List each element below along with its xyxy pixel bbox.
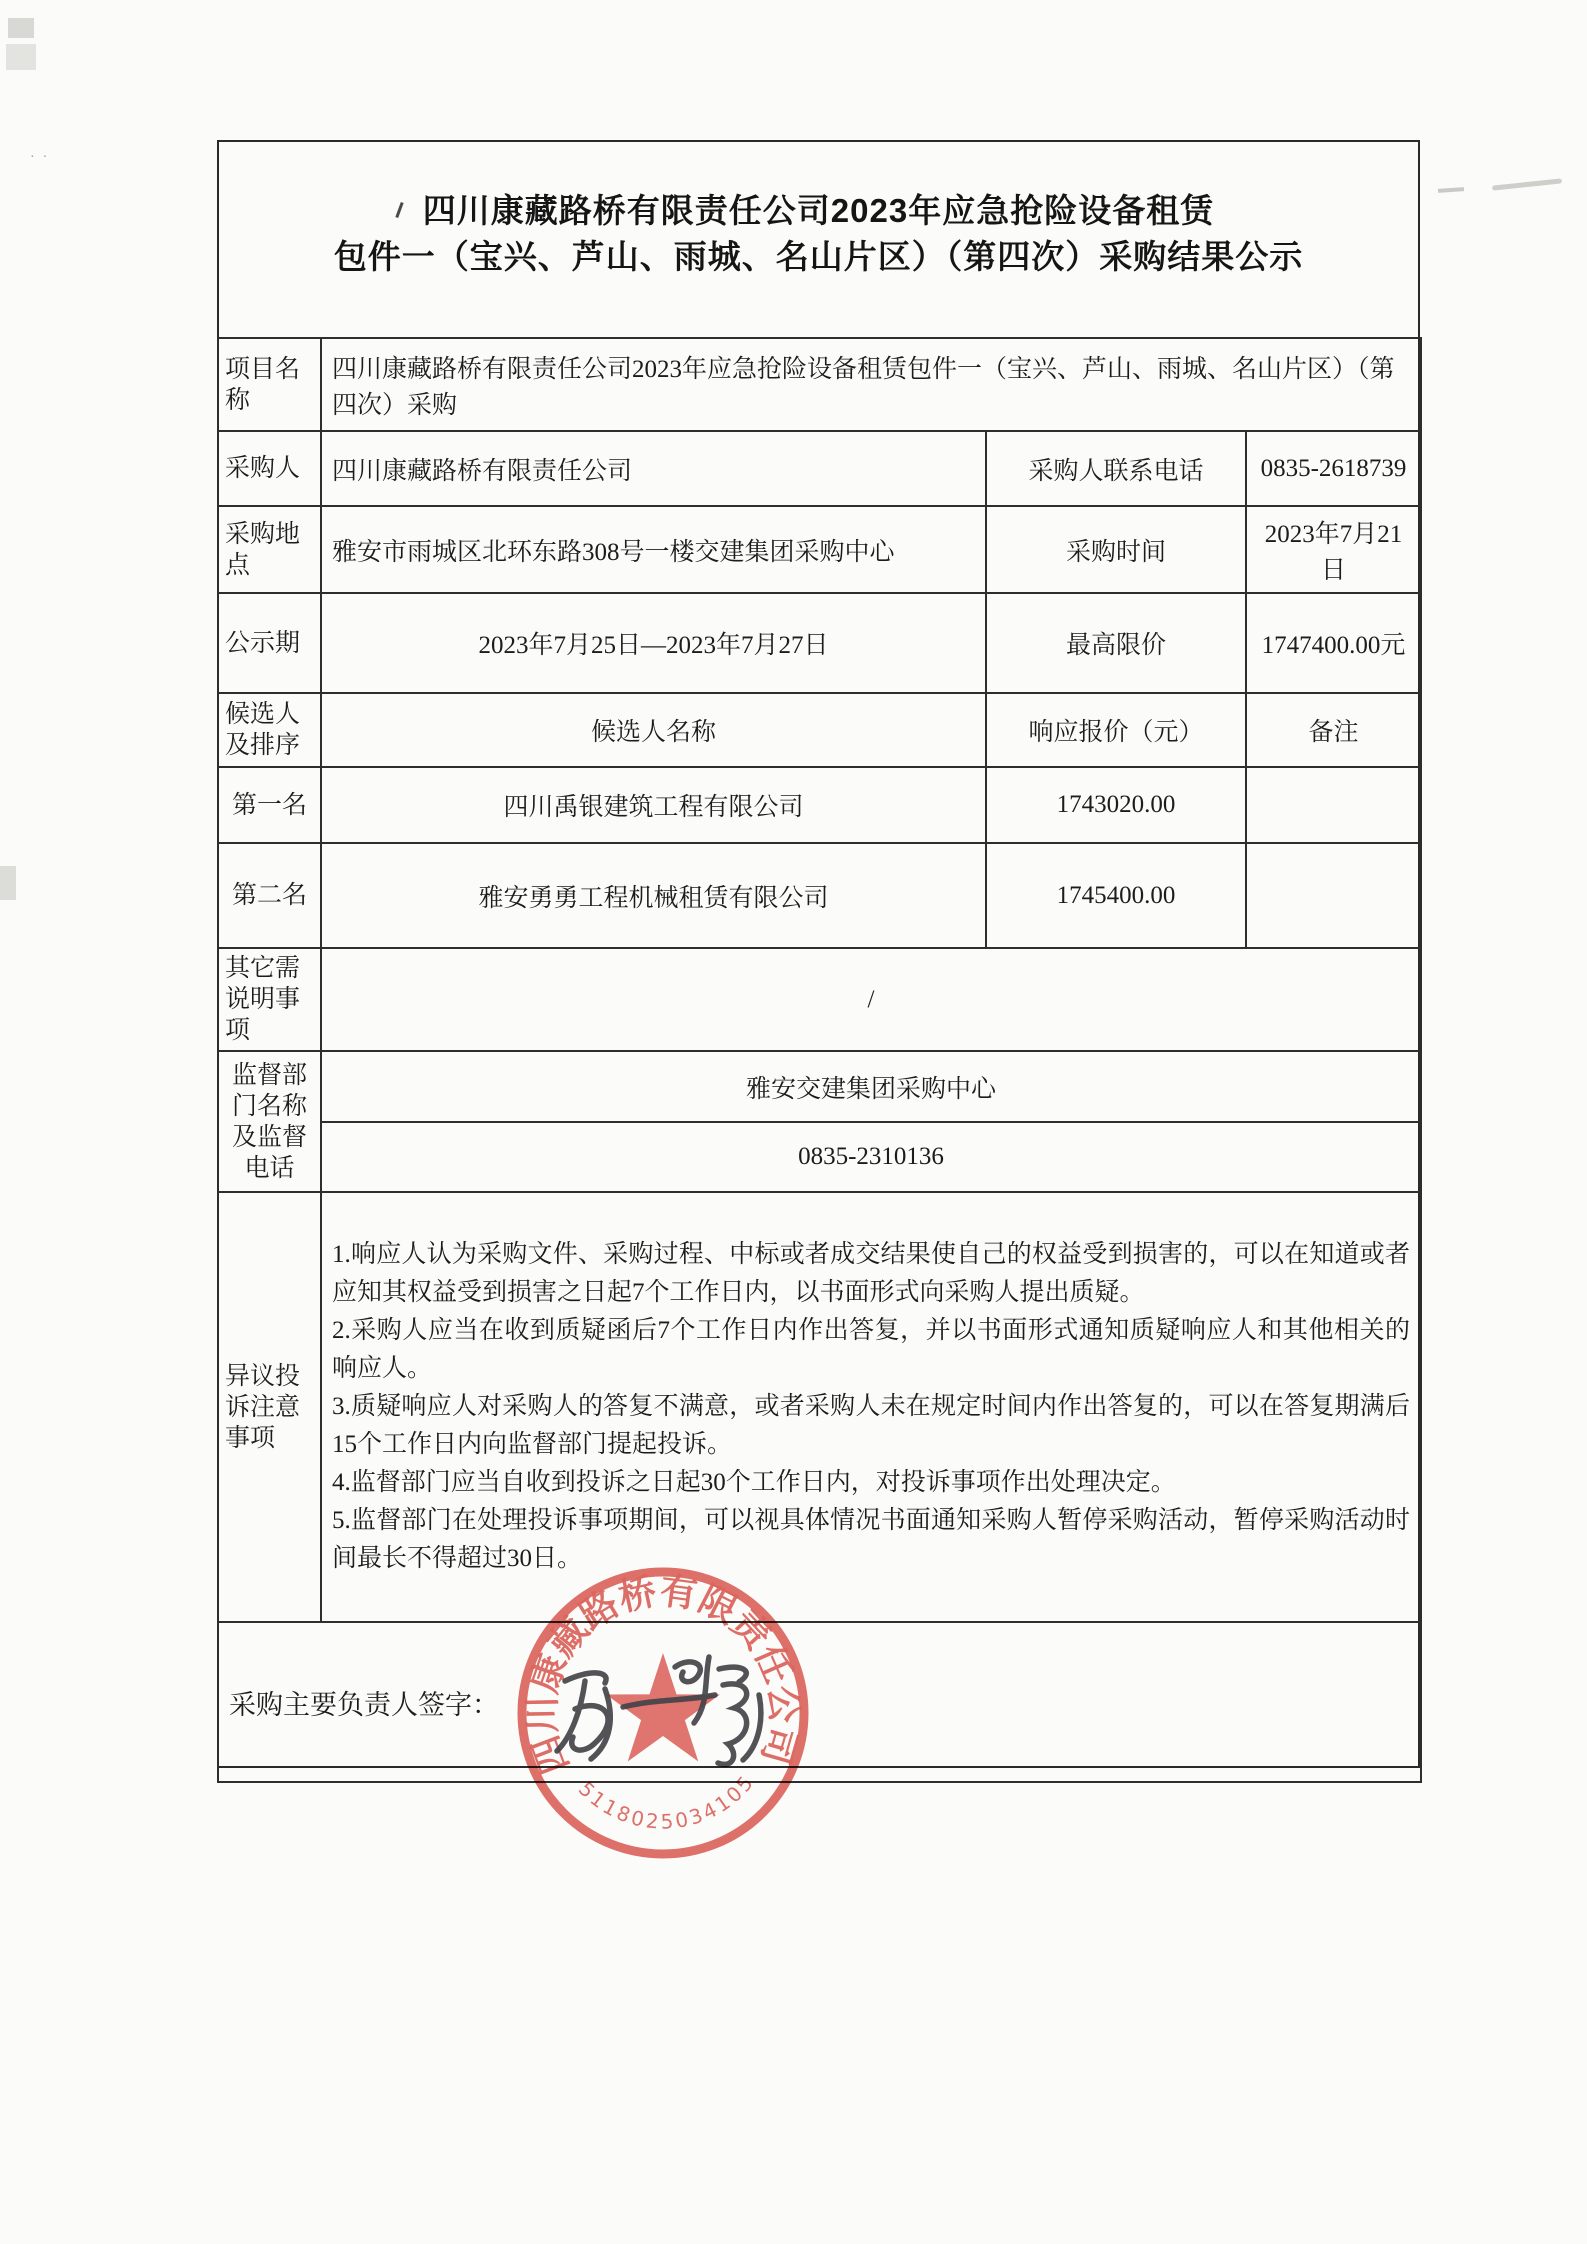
- scan-artifact: [8, 18, 34, 38]
- max-price-value: 1747400.00元: [1246, 593, 1421, 693]
- table-row: [218, 506, 1421, 593]
- publicity-period-value: 2023年7月25日—2023年7月27日: [321, 593, 986, 693]
- project-name-value: 四川康藏路桥有限责任公司2023年应急抢险设备租赁包件一（宝兴、芦山、雨城、名山片区）（第四次）采购: [321, 338, 1421, 431]
- objection-item: 4.监督部门应当自收到投诉之日起30个工作日内，对投诉事项作出处理决定。: [332, 1469, 1176, 1496]
- seal-company-text: 四川康藏路桥有限责任公司: [521, 1569, 805, 1780]
- objection-item: 3.质疑响应人对采购人的答复不满意，或者采购人未在规定时间内作出答复的，可以在答复期满后15个工作日内向监督部门提起投诉。: [332, 1393, 1410, 1458]
- purchaser-value: 四川康藏路桥有限责任公司: [321, 431, 986, 506]
- bid-price-header: 响应报价（元）: [986, 693, 1246, 767]
- objection-label: 异议投诉注意事项: [218, 1192, 321, 1622]
- candidates-rank-label: 候选人及排序: [218, 693, 321, 767]
- company-seal-stamp: [498, 1548, 828, 1878]
- purchaser-phone-value: 0835-2618739: [1246, 431, 1421, 506]
- scan-artifact: [0, 866, 16, 900]
- objection-item: 1.响应人认为采购文件、采购过程、中标或者成交结果使自己的权益受到损害的，可以在知道或者应知其权益受到损害之日起7个工作日内，以书面形式向采购人提出质疑。: [332, 1241, 1410, 1306]
- objection-item: 5.监督部门在处理投诉事项期间，可以视具体情况书面通知采购人暂停采购活动，暂停采购活动时间最长不得超过30日。: [332, 1507, 1410, 1572]
- seal-number-text: 5118025034105: [573, 1769, 760, 1834]
- title-line-2: 包件一（宝兴、芦山、雨城、名山片区）（第四次）采购结果公示: [333, 238, 1304, 275]
- publicity-period-label: 公示期: [218, 593, 321, 693]
- signature-label: 采购主要负责人签字：: [218, 1622, 1421, 1782]
- objection-item: 2.采购人应当在收到质疑函后7个工作日内作出答复，并以书面形式通知质疑响应人和其他相关的响应人。: [332, 1317, 1410, 1382]
- candidate-rank: 第二名: [218, 843, 321, 948]
- table-row: [218, 431, 1421, 506]
- candidate-name: 雅安勇勇工程机械租赁有限公司: [321, 843, 986, 948]
- purchase-time-value: 2023年7月21日: [1246, 506, 1421, 593]
- scan-artifact: [1438, 187, 1464, 193]
- location-value: 雅安市雨城区北环东路308号一楼交建集团采购中心: [321, 506, 986, 593]
- max-price-label: 最高限价: [986, 593, 1246, 693]
- table-row: [218, 1122, 1421, 1192]
- candidate-remark: [1246, 767, 1421, 843]
- project-name-label: 项目名称: [218, 338, 321, 431]
- table-header-row: [218, 693, 1421, 767]
- candidate-remark: [1246, 843, 1421, 948]
- candidate-name: 四川禹银建筑工程有限公司: [321, 767, 986, 843]
- location-label: 采购地点: [218, 506, 321, 593]
- document-title: [217, 188, 1420, 280]
- objection-content: [321, 1192, 1421, 1622]
- supervisor-name: 雅安交建集团采购中心: [321, 1051, 1421, 1122]
- scan-artifact: [6, 44, 36, 70]
- candidate-row: [218, 843, 1421, 948]
- candidate-bid: 1743020.00: [986, 767, 1246, 843]
- candidate-bid: 1745400.00: [986, 843, 1246, 948]
- candidate-rank: 第一名: [218, 767, 321, 843]
- candidate-row: [218, 767, 1421, 843]
- candidate-name-header: 候选人名称: [321, 693, 986, 767]
- title-line-1: 四川康藏路桥有限责任公司2023年应急抢险设备租赁: [422, 192, 1215, 229]
- supervisor-label: 监督部门名称及监督电话: [218, 1051, 321, 1192]
- table-row: [218, 593, 1421, 693]
- supervisor-phone: 0835-2310136: [321, 1122, 1421, 1192]
- purchaser-phone-label: 采购人联系电话: [986, 431, 1246, 506]
- purchaser-label: 采购人: [218, 431, 321, 506]
- purchase-time-label: 采购时间: [986, 506, 1246, 593]
- table-row: [218, 1051, 1421, 1122]
- scan-artifact: [1492, 178, 1562, 190]
- scan-artifact: ··: [30, 150, 56, 165]
- other-notes-label: 其它需说明事项: [218, 948, 321, 1051]
- table-row: [218, 948, 1421, 1051]
- table-row: [218, 338, 1421, 431]
- other-notes-value: /: [321, 948, 1421, 1051]
- remark-header: 备注: [1246, 693, 1421, 767]
